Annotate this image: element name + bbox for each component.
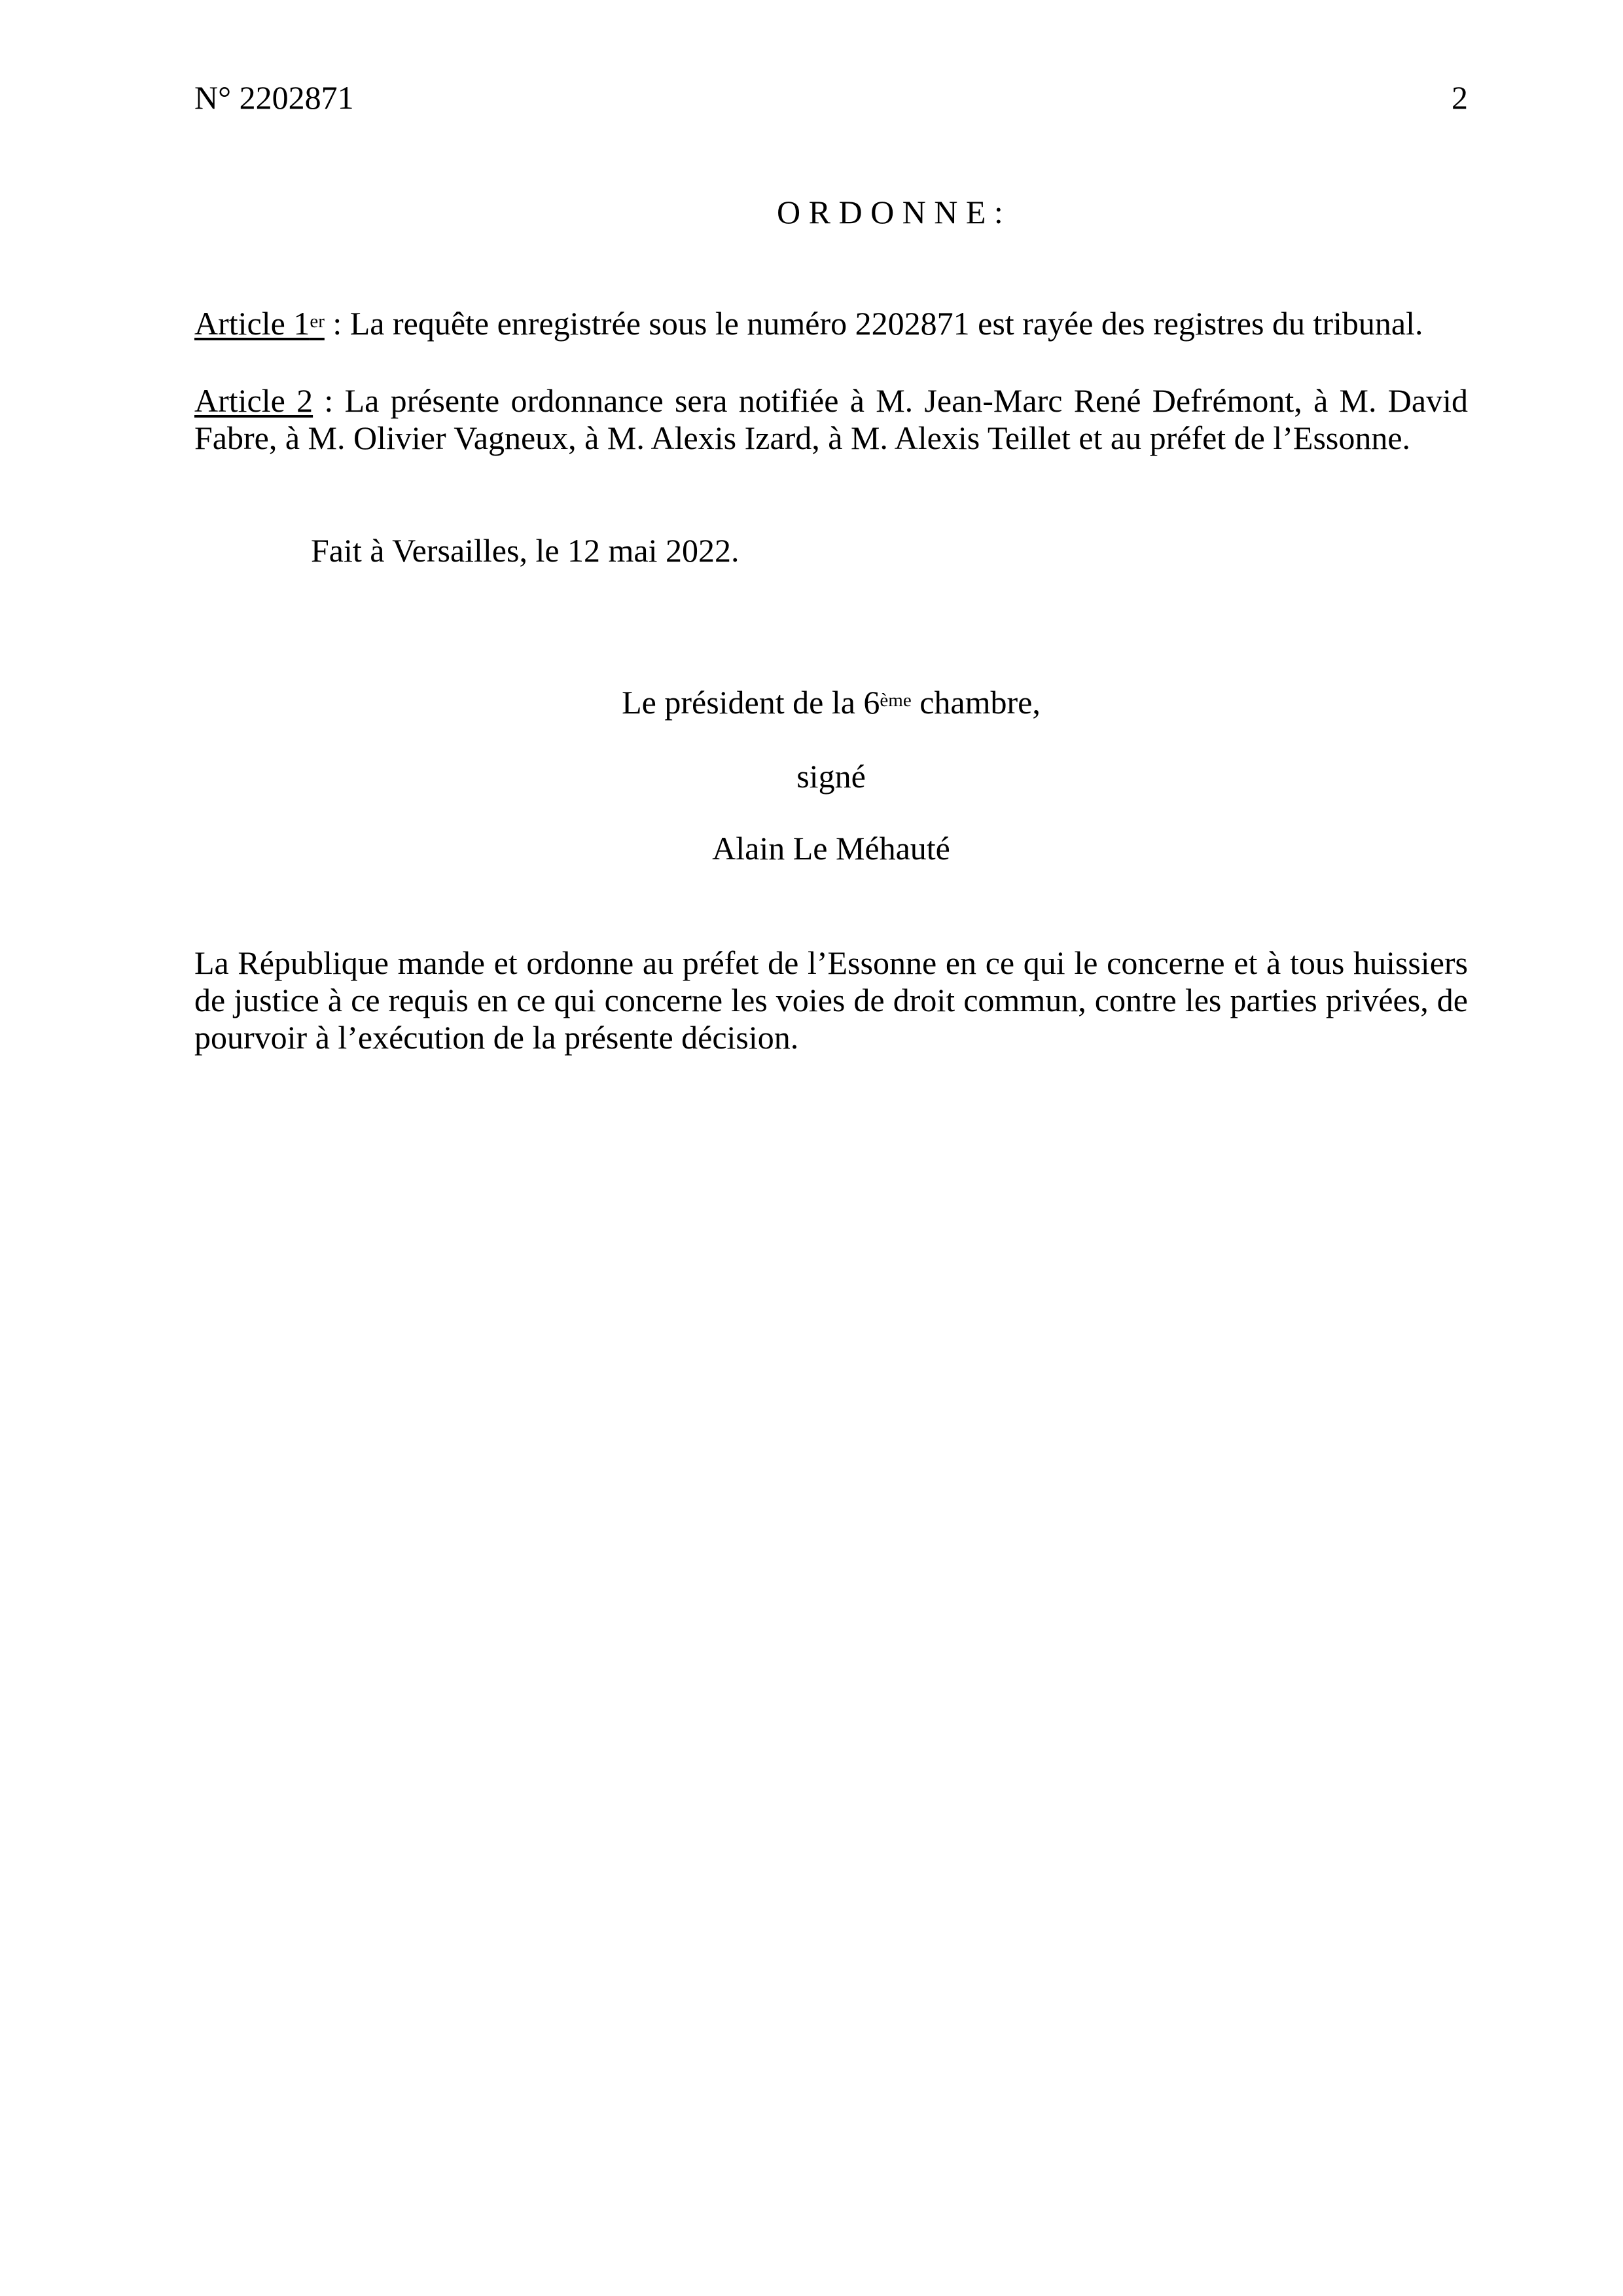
case-number: N° 2202871 [194, 79, 354, 116]
president-title-line [194, 684, 1468, 721]
signed-label: signé [796, 758, 866, 795]
article-1-label [194, 305, 325, 342]
page-header [194, 79, 1468, 117]
president-title-before: Le président de la 6 [622, 684, 880, 721]
ordonne-title: O R D O N N E : [777, 194, 1003, 230]
article-2-label: Article 2 [194, 382, 313, 419]
mandate-line-1: La République mande et ordonne au préfet de l’Essonne en ce qui le concerne et à tous huissiers [194, 944, 1468, 981]
president-title-after: chambre, [911, 684, 1041, 721]
article-1-paragraph [194, 305, 1468, 342]
president-title-superscript: ème [880, 689, 912, 711]
place-date-line: Fait à Versailles, le 12 mai 2022. [311, 532, 740, 569]
article-1-text: : La requête enregistrée sous le numéro 2202871 est rayée des registres du tribunal. [324, 305, 1423, 342]
president-name: Alain Le Méhauté [712, 830, 950, 867]
mandate-line-2: de justice à ce requis en ce qui concerne les voies de droit commun, contre les parties privées, de [194, 982, 1468, 1018]
article-2-line-1-text: : La présente ordonnance sera notifiée à M. Jean-Marc René Defrémont, à M. David [313, 382, 1468, 419]
article-2-line-2: Fabre, à M. Olivier Vagneux, à M. Alexis Izard, à M. Alexis Teillet et au préfet de l’Essonne. [194, 420, 1411, 456]
page-number: 2 [1452, 79, 1468, 116]
mandate-paragraph [194, 944, 1468, 1056]
mandate-line-3: pourvoir à l’exécution de la présente décision. [194, 1019, 799, 1056]
article-2-paragraph [194, 382, 1468, 457]
article-2-line-1 [194, 382, 1468, 420]
article-1-label-text: Article 1 [194, 305, 310, 342]
article-1-label-superscript: er [310, 310, 325, 332]
